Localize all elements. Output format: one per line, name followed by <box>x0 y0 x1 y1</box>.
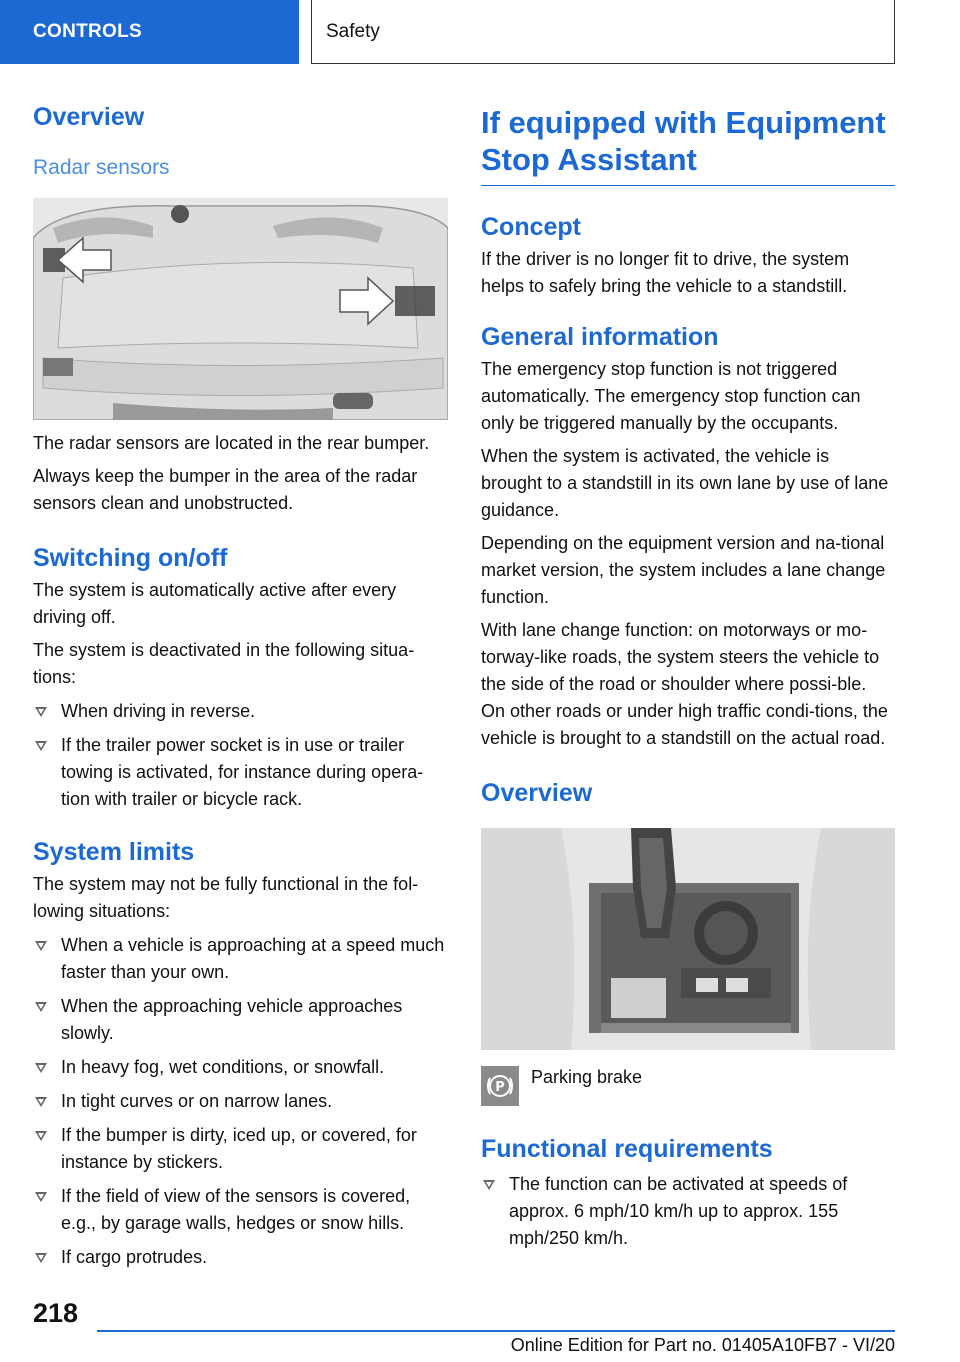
paragraph-general-3: Depending on the equipment version and na-tional market version, the system includes a lane change function. <box>481 533 886 607</box>
right-column <box>481 100 895 1252</box>
list-item: When a vehicle is approaching at a speed much faster than your own. <box>33 932 448 986</box>
list-item: If the field of view of the sensors is covered, e.g., by garage walls, hedges or snow hills. <box>33 1183 448 1237</box>
paragraph-radar-location: The radar sensors are located in the rear bumper. <box>33 433 430 453</box>
heading-functional-requirements: Functional requirements <box>481 1135 773 1163</box>
list-item: In heavy fog, wet conditions, or snowfall. <box>33 1054 448 1081</box>
rear-bumper-drawing <box>33 198 448 420</box>
triangle-bullet-icon <box>35 741 47 751</box>
heading-switching: Switching on/off <box>33 544 228 572</box>
heading-concept: Concept <box>481 213 581 241</box>
heading-overview: Overview <box>33 103 145 131</box>
list-item: If the trailer power socket is in use or trailer towing is activated, for instance during opera-tion with trailer or bicycle rack. <box>33 732 448 813</box>
section-label: Safety <box>326 20 380 42</box>
list-item: When driving in reverse. <box>33 698 448 725</box>
paragraph-concept: If the driver is no longer fit to drive, the system helps to safely bring the vehicle to a standstill. <box>481 249 850 296</box>
triangle-bullet-icon <box>35 941 47 951</box>
requirements-list <box>481 1171 895 1252</box>
heading-general-information: General information <box>481 323 719 351</box>
paragraph-switch-active: The system is automatically active after every driving off. <box>33 580 397 627</box>
triangle-bullet-icon <box>35 1097 47 1107</box>
system-limits-list <box>33 932 448 1271</box>
paragraph-radar-clean: Always keep the bumper in the area of the radar sensors clean and unobstructed. <box>33 466 418 513</box>
paragraph-general-4: With lane change function: on motorways or mo-torway-like roads, the system steers the vehicle to the side of the road or shoulder where possi-ble. On other roads or under high traffic condi-tions, the vehicle is brought to a standstill on the actual road. <box>481 620 888 748</box>
center-console-illustration <box>481 828 895 1050</box>
paragraph-general-1: The emergency stop function is not triggered automatically. The emergency stop function can only be triggered manually by the occupants. <box>481 359 861 433</box>
heading-stop-assistant: If equipped with Equipment Stop Assistant <box>481 104 895 186</box>
heading-overview-right: Overview <box>481 779 593 807</box>
legend-parking-brake <box>481 1066 895 1106</box>
triangle-bullet-icon <box>483 1180 495 1190</box>
chapter-label: CONTROLS <box>33 21 143 42</box>
triangle-bullet-icon <box>35 1063 47 1073</box>
list-item: If the bumper is dirty, iced up, or covered, for instance by stickers. <box>33 1122 448 1176</box>
paragraph-limits: The system may not be fully functional in the fol-lowing situations: <box>33 874 419 921</box>
left-column <box>33 100 448 1271</box>
list-item: When the approaching vehicle approaches slowly. <box>33 993 448 1047</box>
rear-bumper-illustration <box>33 198 448 420</box>
svg-text:P: P <box>495 1080 505 1095</box>
paragraph-switch-deactivated: The system is deactivated in the following situa-tions: <box>33 640 415 687</box>
list-item: If cargo protrudes. <box>33 1244 448 1271</box>
footer-edition: Online Edition for Part no. 01405A10FB7 - VI/20 <box>510 1335 895 1355</box>
triangle-bullet-icon <box>35 707 47 717</box>
triangle-bullet-icon <box>35 1253 47 1263</box>
footer-divider <box>97 1330 895 1332</box>
list-item: In tight curves or on narrow lanes. <box>33 1088 448 1115</box>
list-item: The function can be activated at speeds of approx. 6 mph/10 km/h up to approx. 155 mph/250 km/h. <box>481 1171 895 1252</box>
triangle-bullet-icon <box>35 1002 47 1012</box>
triangle-bullet-icon <box>35 1131 47 1141</box>
switch-off-list <box>33 698 448 813</box>
legend-label-parking-brake: Parking brake <box>531 1067 643 1087</box>
heading-radar-sensors: Radar sensors <box>33 156 170 179</box>
parking-brake-symbol <box>486 1072 514 1100</box>
heading-system-limits: System limits <box>33 838 195 866</box>
parking-brake-icon <box>481 1066 519 1106</box>
paragraph-general-2: When the system is activated, the vehicle is brought to a standstill in its own lane by use of lane guidance. <box>481 446 889 520</box>
center-console-drawing <box>481 828 895 1050</box>
triangle-bullet-icon <box>35 1192 47 1202</box>
page-number: 218 <box>33 1298 79 1328</box>
chapter-tab[interactable] <box>0 0 299 64</box>
section-header <box>311 0 895 64</box>
